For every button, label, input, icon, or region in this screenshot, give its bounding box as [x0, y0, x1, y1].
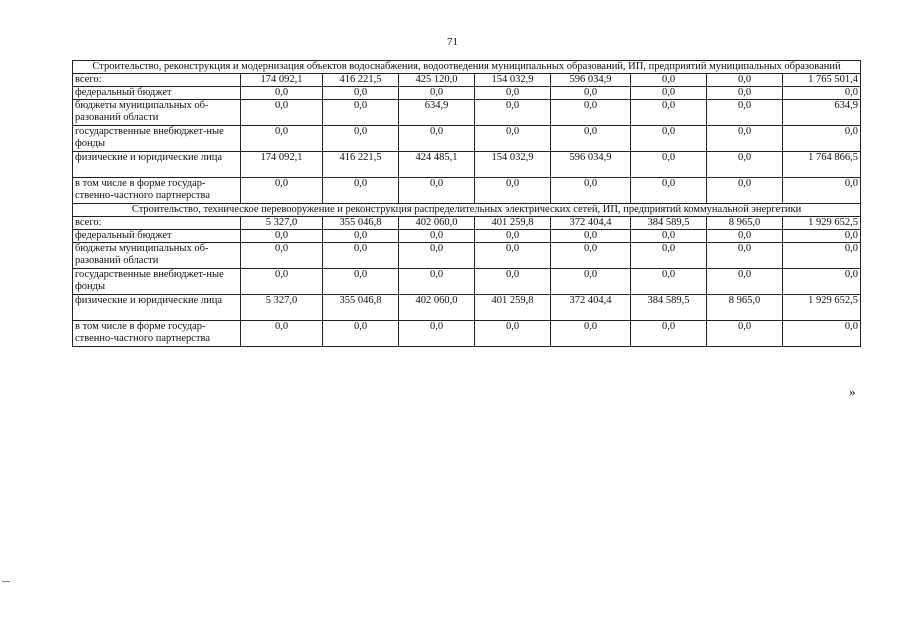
table-row — [73, 295, 861, 321]
row-label: в том числе в форме государ-ственно-частного партнерства — [73, 178, 241, 204]
value-cell: 8 965,0 — [707, 217, 783, 230]
value-cell: 0,0 — [631, 321, 707, 347]
value-cell: 0,0 — [551, 269, 631, 295]
row-label: бюджеты муниципальных об-разований области — [73, 243, 241, 269]
row-label: физические и юридические лица — [73, 295, 241, 321]
value-cell: 0,0 — [475, 87, 551, 100]
value-cell: 0,0 — [551, 87, 631, 100]
value-cell: 0,0 — [399, 321, 475, 347]
value-cell: 384 589,5 — [631, 295, 707, 321]
row-label: бюджеты муниципальных об-разований области — [73, 100, 241, 126]
table-row — [73, 87, 861, 100]
value-cell: 0,0 — [323, 230, 399, 243]
table-row — [73, 321, 861, 347]
value-cell: 0,0 — [783, 243, 861, 269]
value-cell: 0,0 — [399, 87, 475, 100]
row-label: государственные внебюджет-ные фонды — [73, 126, 241, 152]
value-cell: 0,0 — [241, 100, 323, 126]
value-cell: 1 764 866,5 — [783, 152, 861, 178]
table-row — [73, 269, 861, 295]
value-cell: 0,0 — [631, 74, 707, 87]
value-cell: 401 259,8 — [475, 295, 551, 321]
value-cell: 384 589,5 — [631, 217, 707, 230]
value-cell: 0,0 — [707, 321, 783, 347]
margin-mark — [2, 581, 10, 582]
value-cell: 355 046,8 — [323, 217, 399, 230]
value-cell: 0,0 — [631, 87, 707, 100]
value-cell: 0,0 — [475, 243, 551, 269]
value-cell: 424 485,1 — [399, 152, 475, 178]
value-cell: 174 092,1 — [241, 74, 323, 87]
value-cell: 1 929 652,5 — [783, 217, 861, 230]
value-cell: 0,0 — [551, 230, 631, 243]
value-cell: 372 404,4 — [551, 217, 631, 230]
value-cell: 0,0 — [631, 178, 707, 204]
table-row — [73, 100, 861, 126]
value-cell: 596 034,9 — [551, 74, 631, 87]
value-cell: 154 032,9 — [475, 74, 551, 87]
value-cell: 0,0 — [783, 178, 861, 204]
value-cell: 0,0 — [475, 178, 551, 204]
table-row — [73, 126, 861, 152]
value-cell: 1 765 501,4 — [783, 74, 861, 87]
value-cell: 0,0 — [475, 100, 551, 126]
value-cell: 0,0 — [783, 87, 861, 100]
value-cell: 0,0 — [399, 178, 475, 204]
page-number: 71 — [447, 36, 458, 48]
value-cell: 0,0 — [783, 230, 861, 243]
value-cell: 0,0 — [707, 152, 783, 178]
value-cell: 355 046,8 — [323, 295, 399, 321]
row-label: в том числе в форме государ-ственно-частного партнерства — [73, 321, 241, 347]
value-cell: 596 034,9 — [551, 152, 631, 178]
value-cell: 0,0 — [631, 269, 707, 295]
value-cell: 0,0 — [475, 126, 551, 152]
value-cell: 0,0 — [551, 178, 631, 204]
value-cell: 0,0 — [707, 87, 783, 100]
value-cell: 0,0 — [241, 321, 323, 347]
value-cell: 8 965,0 — [707, 295, 783, 321]
row-label: государственные внебюджет-ные фонды — [73, 269, 241, 295]
table-row — [73, 243, 861, 269]
table-body — [73, 61, 861, 347]
value-cell: 174 092,1 — [241, 152, 323, 178]
value-cell: 0,0 — [707, 100, 783, 126]
value-cell: 0,0 — [631, 100, 707, 126]
value-cell: 0,0 — [475, 269, 551, 295]
value-cell: 416 221,5 — [323, 152, 399, 178]
value-cell: 5 327,0 — [241, 295, 323, 321]
value-cell: 0,0 — [323, 100, 399, 126]
value-cell: 0,0 — [707, 74, 783, 87]
value-cell: 0,0 — [241, 178, 323, 204]
value-cell: 0,0 — [323, 269, 399, 295]
value-cell: 0,0 — [551, 100, 631, 126]
value-cell: 0,0 — [783, 126, 861, 152]
value-cell: 0,0 — [551, 243, 631, 269]
value-cell: 0,0 — [631, 152, 707, 178]
row-label: физические и юридические лица — [73, 152, 241, 178]
value-cell: 0,0 — [551, 321, 631, 347]
value-cell: 634,9 — [399, 100, 475, 126]
value-cell: 0,0 — [241, 230, 323, 243]
table-row — [73, 152, 861, 178]
value-cell: 5 327,0 — [241, 217, 323, 230]
value-cell: 634,9 — [783, 100, 861, 126]
value-cell: 0,0 — [475, 230, 551, 243]
value-cell: 0,0 — [241, 87, 323, 100]
value-cell: 402 060,0 — [399, 295, 475, 321]
value-cell: 0,0 — [707, 178, 783, 204]
value-cell: 0,0 — [783, 321, 861, 347]
value-cell: 1 929 652,5 — [783, 295, 861, 321]
value-cell: 0,0 — [631, 126, 707, 152]
value-cell: 0,0 — [399, 230, 475, 243]
value-cell: 0,0 — [631, 230, 707, 243]
value-cell: 0,0 — [323, 178, 399, 204]
value-cell: 401 259,8 — [475, 217, 551, 230]
closing-quote: » — [849, 384, 856, 399]
section-title-row — [73, 61, 861, 74]
value-cell: 0,0 — [475, 321, 551, 347]
table-row — [73, 230, 861, 243]
table-row — [73, 178, 861, 204]
section-title: Строительство, реконструкция и модернизация объектов водоснабжения, водоотведения муниципальных образований, ИП, предприятий муниципальных образований — [73, 61, 861, 74]
value-cell: 0,0 — [707, 243, 783, 269]
value-cell: 0,0 — [707, 269, 783, 295]
value-cell: 416 221,5 — [323, 74, 399, 87]
value-cell: 0,0 — [323, 126, 399, 152]
value-cell: 372 404,4 — [551, 295, 631, 321]
value-cell: 0,0 — [399, 243, 475, 269]
row-label: федеральный бюджет — [73, 87, 241, 100]
value-cell: 0,0 — [241, 126, 323, 152]
row-label: всего: — [73, 217, 241, 230]
table-row — [73, 74, 861, 87]
value-cell: 0,0 — [323, 321, 399, 347]
row-label: всего: — [73, 74, 241, 87]
value-cell: 0,0 — [783, 269, 861, 295]
value-cell: 425 120,0 — [399, 74, 475, 87]
value-cell: 0,0 — [707, 126, 783, 152]
section-title: Строительство, техническое перевооружение и реконструкция распределительных электрических сетей, ИП, предприятий коммунальной энергетики — [73, 204, 861, 217]
row-label: федеральный бюджет — [73, 230, 241, 243]
value-cell: 154 032,9 — [475, 152, 551, 178]
section-title-row — [73, 204, 861, 217]
value-cell: 0,0 — [707, 230, 783, 243]
value-cell: 0,0 — [241, 269, 323, 295]
budget-table — [72, 60, 861, 347]
value-cell: 0,0 — [631, 243, 707, 269]
value-cell: 0,0 — [399, 269, 475, 295]
value-cell: 0,0 — [323, 87, 399, 100]
value-cell: 402 060,0 — [399, 217, 475, 230]
value-cell: 0,0 — [399, 126, 475, 152]
value-cell: 0,0 — [551, 126, 631, 152]
table-row — [73, 217, 861, 230]
value-cell: 0,0 — [241, 243, 323, 269]
value-cell: 0,0 — [323, 243, 399, 269]
